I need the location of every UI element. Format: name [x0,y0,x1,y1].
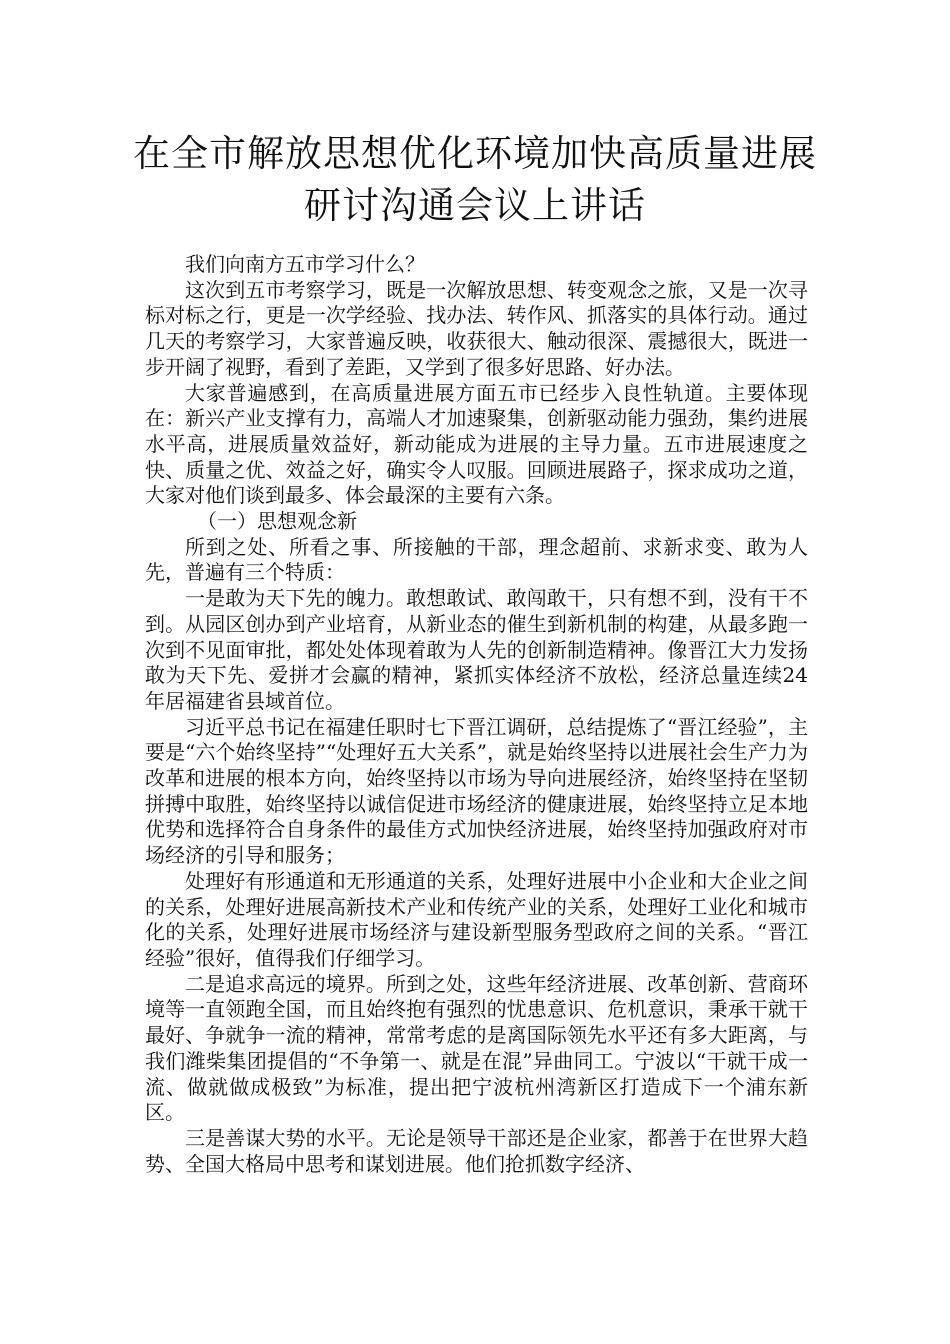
paragraph: 习近平总书记在福建任职时七下晋江调研，总结提炼了“晋江经验”，主要是“六个始终坚持”“处理好五大关系”，就是始终坚持以进展社会生产力为改革和进展的根本方向，始终坚持以市场为导向进展经济，始终坚持在坚韧拼搏中取胜，始终坚持以诚信促进市场经济的健康进展，始终坚持立足本地优势和选择符合自身条件的最佳方式加快经济进展，始终坚持加强政府对市场经济的引导和服务； [145,714,808,868]
paragraph: 三是善谋大势的水平。无论是领导干部还是企业家，都善于在世界大趋势、全国大格局中思考和谋划进展。他们抢抓数字经济、 [145,1125,808,1176]
paragraph: 所到之处、所看之事、所接触的干部，理念超前、求新求变、敢为人先，普遍有三个特质： [145,534,808,585]
paragraph: 二是追求高远的境界。所到之处，这些年经济进展、改革创新、营商环境等一直领跑全国，而且始终抱有强烈的忧患意识、危机意识，秉承干就干最好、争就争一流的精神，常常考虑的是离国际领先水平还有多大距离，与我们潍柴集团提倡的“不争第一、就是在混”异曲同工。宁波以“干就干成一流、做就做成极致”为标准，提出把宁波杭州湾新区打造成下一个浦东新区。 [145,971,808,1125]
document-title [0,128,950,232]
paragraph: 大家普遍感到，在高质量进展方面五市已经步入良性轨道。主要体现在：新兴产业支撑有力，高端人才加速聚集，创新驱动能力强劲，集约进展水平高，进展质量效益好，新动能成为进展的主导力量。五市进展速度之快、质量之优、效益之好，确实令人叹服。回顾进展路子，探求成功之道，大家对他们谈到最多、体会最深的主要有六条。 [145,380,808,508]
paragraph: 我们向南方五市学习什么？ [185,252,425,276]
document-body [145,252,808,1177]
title-line-2: 研讨沟通会议上讲话 [304,184,646,227]
paragraph: 一是敢为天下先的魄力。敢想敢试、敢闯敢干，只有想不到，没有干不到。从园区创办到产业培育，从新业态的催生到新机制的构建，从最多跑一次到不见面审批，都处处体现着敢为人先的创新制造精神。像晋江大力发扬敢为天下先、爱拼才会赢的精神，紧抓实体经济不放松，经济总量连续24年居福建省县域首位。 [145,586,808,713]
section-heading: （一）思想观念新 [197,509,357,534]
paragraph: 这次到五市考察学习，既是一次解放思想、转变观念之旅，又是一次寻标对标之行，更是一次学经验、找办法、转作风、抓落实的具体行动。通过几天的考察学习，大家普遍反映，收获很大、触动很深、震撼很大，既进一步开阔了视野，看到了差距，又学到了很多好思路、好办法。 [145,277,808,379]
paragraph: 处理好有形通道和无形通道的关系，处理好进展中小企业和大企业之间的关系，处理好进展高新技术产业和传统产业的关系，处理好工业化和城市化的关系，处理好进展市场经济与建设新型服务型政府之间的关系。“晋江经验”很好，值得我们仔细学习。 [145,868,808,970]
title-line-1: 在全市解放思想优化环境加快高质量进展 [133,132,817,175]
